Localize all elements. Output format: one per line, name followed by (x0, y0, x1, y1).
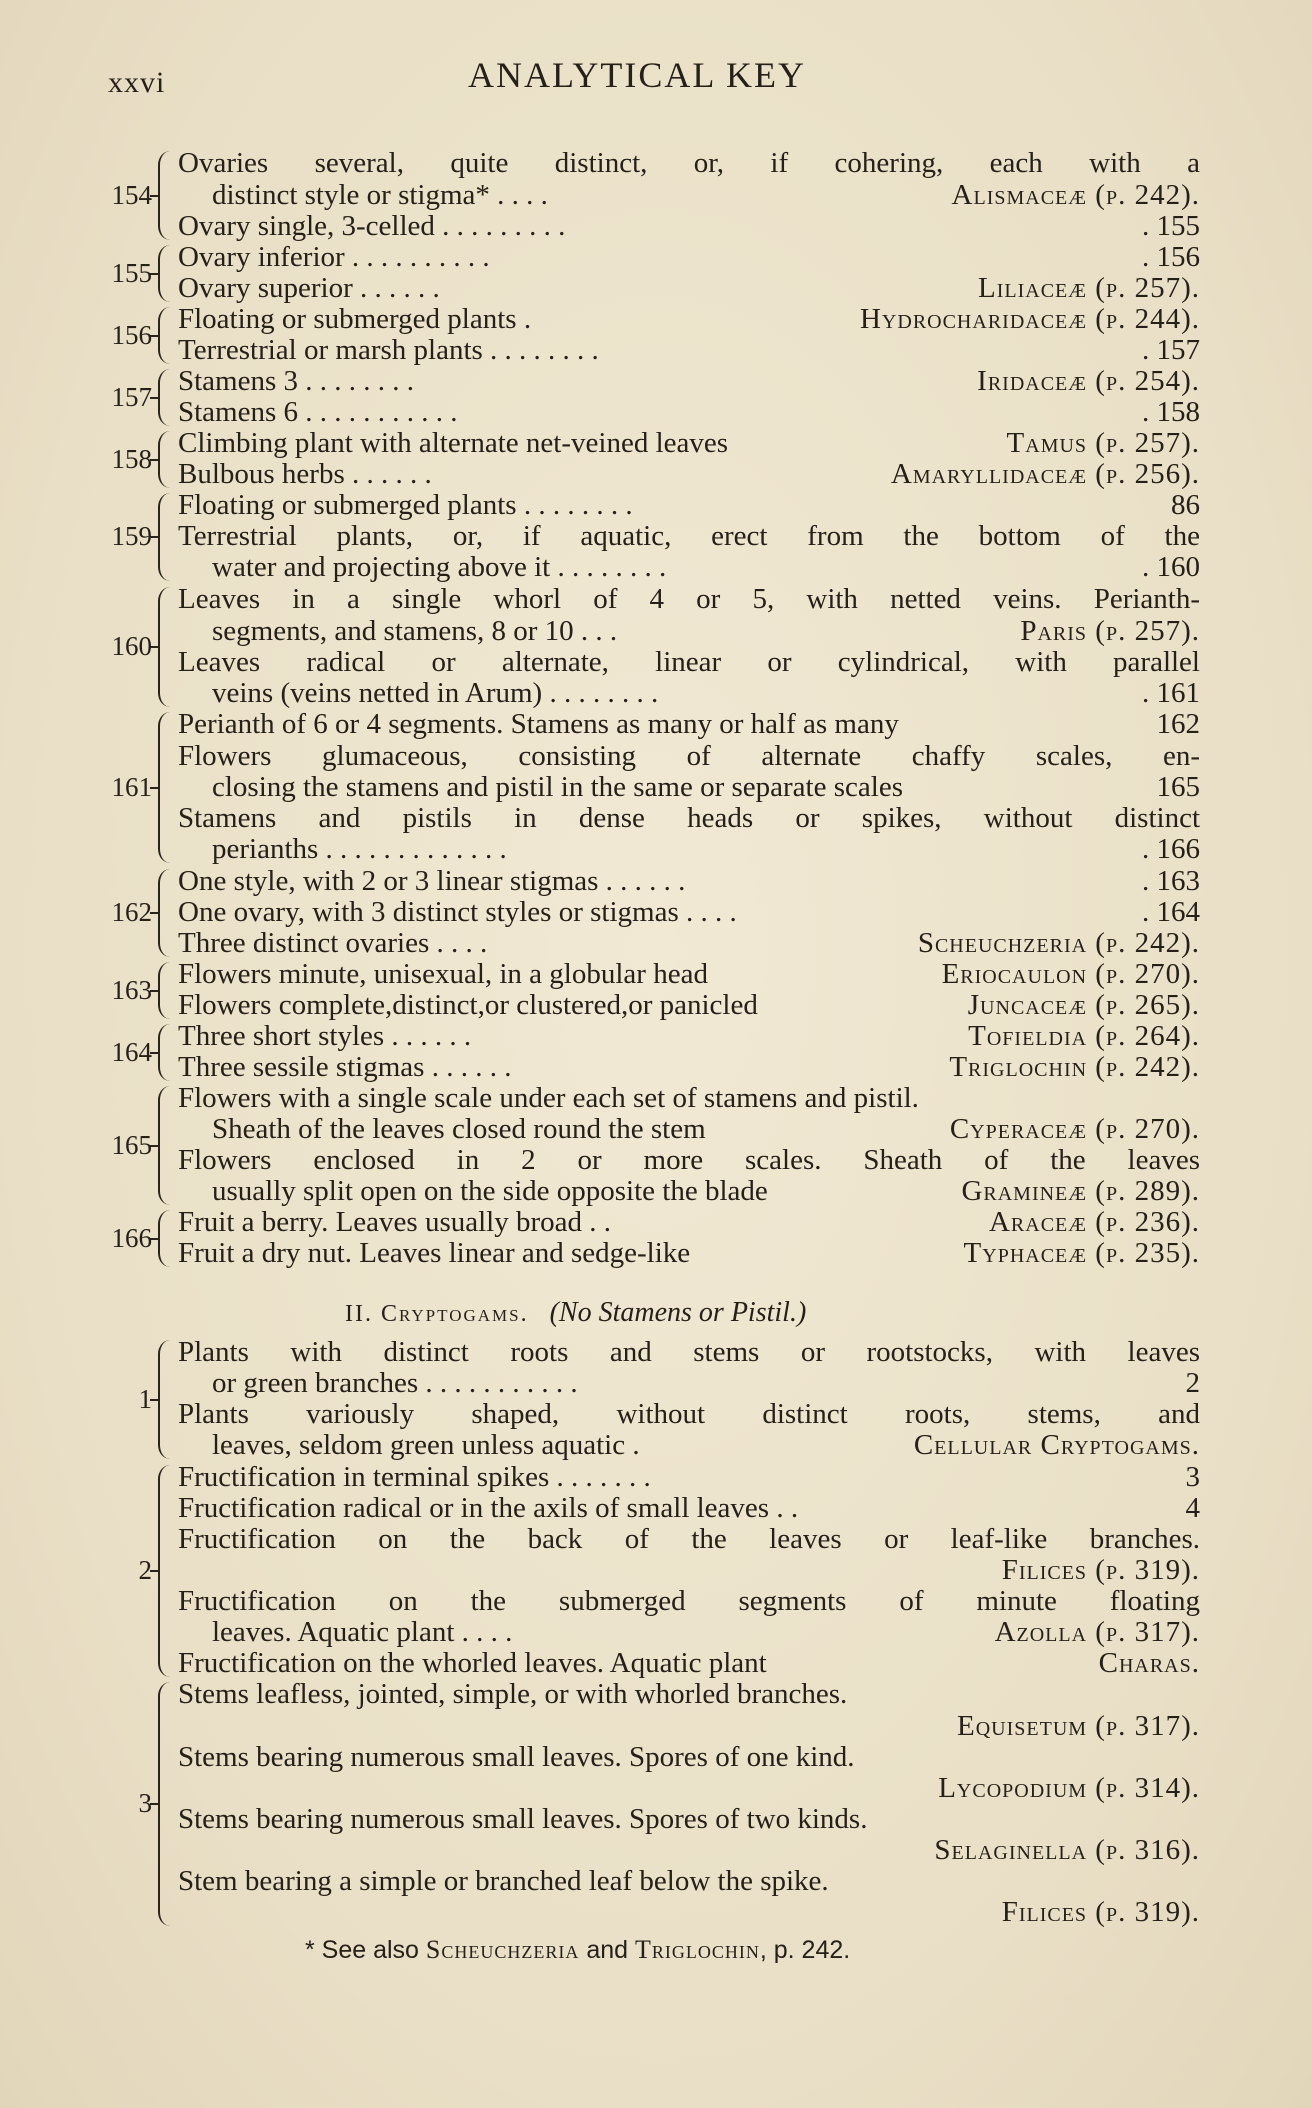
couplet-brace (158, 962, 170, 1019)
key-line-text: Fruit a berry. Leaves usually broad . . (178, 1206, 611, 1238)
couplet-brace (158, 151, 170, 240)
key-line (178, 428, 1200, 459)
couplet-brace (158, 431, 170, 488)
couplet-number: 154 (111, 179, 152, 210)
key-line-reference: Amaryllidaceæ (p. 256). (890, 458, 1200, 490)
key-line-reference: 162 (1156, 708, 1200, 740)
key-line (178, 335, 1200, 366)
key-line-text: One ovary, with 3 distinct styles or stigmas . . . . (178, 896, 737, 928)
footnote (305, 1935, 850, 1965)
key-line (178, 1399, 1200, 1430)
couplet-brace (158, 245, 170, 302)
key-line-reference: . 155 (1142, 210, 1200, 242)
key-line-text: One style, with 2 or 3 linear stigmas . . . . . . (178, 865, 686, 897)
footnote-suffix: , p. 242. (759, 1936, 851, 1964)
key-line (178, 741, 1200, 772)
couplet-number: 158 (111, 443, 152, 474)
key-line-text: Three sessile stigmas . . . . . . (178, 1051, 512, 1083)
key-line-text: Stamens and pistils in dense heads or spikes, without distinct (178, 803, 1200, 834)
key-line-text: or green branches . . . . . . . . . . . (212, 1367, 578, 1399)
key-line (178, 1835, 1200, 1866)
key-line-reference: 4 (1185, 1492, 1200, 1524)
key-line (178, 1773, 1200, 1804)
key-line (178, 1804, 1200, 1835)
key-line-text: Climbing plant with alternate net-veined leaves (178, 427, 729, 459)
couplet-brace (158, 307, 170, 364)
couplet-brace (158, 869, 170, 957)
key-line-reference: . 156 (1142, 241, 1200, 273)
key-line-text: Three short styles . . . . . . (178, 1020, 472, 1052)
key-line-reference: Filices (p. 319). (1001, 1554, 1200, 1586)
key-line-reference: Alismaceæ (p. 242). (951, 179, 1200, 211)
section-subtitle: (No Stamens or Pistil.) (549, 1297, 807, 1328)
key-line (178, 1711, 1200, 1742)
key-line-reference: Hydrocharidaceæ (p. 244). (859, 303, 1200, 335)
key-line-text: Ovary inferior . . . . . . . . . . (178, 241, 490, 273)
key-line-reference: Charas. (1098, 1647, 1200, 1679)
key-line (212, 552, 1200, 583)
couplet-number: 159 (111, 521, 152, 551)
key-line-reference: Scheuchzeria (p. 242). (917, 927, 1200, 959)
key-line-reference: . 164 (1142, 896, 1200, 928)
key-line-text: Fructification on the submerged segments of minute floating (178, 1586, 1200, 1617)
couplet-brace (158, 1340, 170, 1459)
key-line (212, 1430, 1200, 1461)
key-line (212, 1114, 1200, 1145)
key-line-text: Leaves in a single whorl of 4 or 5, with netted veins. Perianth- (178, 584, 1200, 615)
key-line-text: Stems bearing numerous small leaves. Spores of one kind. (178, 1741, 855, 1773)
key-line (178, 709, 1200, 740)
key-line-text: Flowers glumaceous, consisting of alternate chaffy scales, en- (178, 741, 1200, 772)
key-line (212, 772, 1200, 803)
key-line-reference: Juncaceæ (p. 265). (967, 989, 1200, 1021)
key-line (178, 928, 1200, 959)
key-line (212, 616, 1200, 647)
key-line-text: Stems leafless, jointed, simple, or with whorled branches. (178, 1678, 848, 1710)
key-line (178, 521, 1200, 552)
key-line-reference: . 158 (1142, 396, 1200, 428)
key-line (178, 990, 1200, 1021)
key-line (178, 959, 1200, 990)
running-head: ANALYTICAL KEY (468, 55, 807, 95)
couplet-number: 161 (111, 771, 152, 802)
key-line (212, 180, 1200, 211)
key-line-text: Stem bearing a simple or branched leaf below the spike. (178, 1865, 829, 1897)
key-line-reference: Paris (p. 257). (1020, 615, 1200, 647)
key-line (178, 1462, 1200, 1493)
key-line-reference: Iridaceæ (p. 254). (977, 365, 1200, 397)
couplet-brace (158, 1086, 170, 1205)
key-line-text: Terrestrial or marsh plants . . . . . . . . (178, 334, 599, 366)
key-line (178, 803, 1200, 834)
couplet-number: 163 (111, 974, 152, 1005)
footnote-prefix: * See also (305, 1936, 419, 1964)
key-line-text: Ovary superior . . . . . . (178, 272, 440, 304)
key-line-text: Bulbous herbs . . . . . . (178, 458, 432, 490)
key-line-reference: . 160 (1142, 551, 1200, 583)
key-line (178, 1524, 1200, 1555)
couplet-number: 166 (111, 1222, 152, 1253)
key-line-text: leaves. Aquatic plant . . . . (212, 1616, 513, 1648)
footnote-middle: and (586, 1936, 629, 1964)
couplet-brace (158, 493, 170, 581)
footnote-name-1: Scheuchzeria (425, 1935, 580, 1964)
key-line (212, 678, 1200, 709)
key-line (178, 459, 1200, 490)
key-line (178, 273, 1200, 304)
key-line-text: Flowers minute, unisexual, in a globular head (178, 958, 708, 990)
key-line (178, 1493, 1200, 1524)
couplet-number: 157 (111, 381, 152, 412)
key-line-text: Stamens 3 . . . . . . . . (178, 365, 415, 397)
key-line (178, 897, 1200, 928)
key-line-reference: Equisetum (p. 317). (957, 1710, 1200, 1742)
footnote-name-2: Triglochin (635, 1935, 760, 1964)
couplet-brace (158, 587, 170, 707)
key-line-text: Three distinct ovaries . . . . (178, 927, 488, 959)
key-line-reference: Liliaceæ (p. 257). (978, 272, 1200, 304)
key-line-text: Fruit a dry nut. Leaves linear and sedge-like (178, 1237, 691, 1269)
key-line-reference: Filices (p. 319). (1001, 1896, 1200, 1928)
key-line-reference: 86 (1171, 489, 1200, 521)
key-line (178, 1742, 1200, 1773)
section-heading (345, 1297, 806, 1329)
key-line-text: Stamens 6 . . . . . . . . . . . (178, 396, 458, 428)
key-line-reference: Triglochin (p. 242). (949, 1051, 1200, 1083)
key-line-text: Flowers enclosed in 2 or more scales. Sheath of the leaves (178, 1145, 1200, 1176)
key-line (178, 1866, 1200, 1897)
couplet-number: 3 (138, 1788, 152, 1818)
key-line-reference: Gramineæ (p. 289). (961, 1175, 1200, 1207)
section-label: II. Cryptogams. (345, 1301, 529, 1327)
key-line-reference: Cyperaceæ (p. 270). (949, 1113, 1200, 1145)
key-line-text: water and projecting above it . . . . . . . . (212, 551, 667, 583)
key-line-text: Leaves radical or alternate, linear or cylindrical, with parallel (178, 647, 1200, 678)
key-line (178, 397, 1200, 428)
key-line-text: Sheath of the leaves closed round the stem (212, 1113, 706, 1145)
couplet-brace (158, 369, 170, 426)
key-line (212, 834, 1200, 865)
key-line (212, 1368, 1200, 1399)
couplet-brace (158, 1682, 170, 1926)
key-line (212, 1617, 1200, 1648)
key-line (178, 242, 1200, 273)
key-line (178, 1679, 1200, 1710)
key-line (178, 148, 1200, 179)
key-line-text: Flowers with a single scale under each set of stamens and pistil. (178, 1082, 919, 1114)
key-line-text: Fructification in terminal spikes . . . . . . . (178, 1461, 651, 1493)
key-line (212, 1176, 1200, 1207)
key-line-text: Stems bearing numerous small leaves. Spores of two kinds. (178, 1803, 868, 1835)
key-line (178, 1648, 1200, 1679)
key-line (178, 1021, 1200, 1052)
key-line-reference: . 163 (1142, 865, 1200, 897)
key-line (178, 584, 1200, 615)
key-line (178, 304, 1200, 335)
key-line-text: Terrestrial plants, or, if aquatic, erect from the bottom of the (178, 521, 1200, 552)
key-line-reference: . 166 (1142, 833, 1200, 865)
couplet-brace (158, 1024, 170, 1081)
key-line-reference: . 157 (1142, 334, 1200, 366)
couplet-brace (158, 1210, 170, 1267)
key-line-reference: Typhaceæ (p. 235). (963, 1237, 1200, 1269)
key-line-reference: 2 (1185, 1367, 1200, 1399)
key-line-reference: 3 (1185, 1461, 1200, 1493)
couplet-number: 155 (111, 257, 152, 288)
key-line-reference: Araceæ (p. 236). (988, 1206, 1200, 1238)
key-line-text: Plants variously shaped, without distinct roots, stems, and (178, 1399, 1200, 1430)
key-line (178, 1052, 1200, 1083)
key-line-text: Fructification on the whorled leaves. Aquatic plant (178, 1647, 767, 1679)
key-line-text: Flowers complete,distinct,or clustered,or panicled (178, 989, 758, 1021)
key-line (178, 1337, 1200, 1368)
key-line-text: Floating or submerged plants . . . . . . . . (178, 489, 633, 521)
page-number: xxvi (108, 66, 166, 99)
key-line-reference: Tofieldia (p. 264). (968, 1020, 1200, 1052)
key-line (178, 211, 1200, 242)
key-line-text: Fructification on the back of the leaves or leaf-like branches. (178, 1524, 1200, 1555)
key-line (178, 1145, 1200, 1176)
key-line-text: leaves, seldom green unless aquatic . (212, 1429, 640, 1461)
key-line (178, 1238, 1200, 1269)
key-line (178, 1207, 1200, 1238)
key-line-text: Ovaries several, quite distinct, or, if cohering, each with a (178, 148, 1200, 179)
key-line-text: perianths . . . . . . . . . . . . . (212, 833, 507, 865)
key-line-text: Plants with distinct roots and stems or rootstocks, with leaves (178, 1337, 1200, 1368)
couplet-number: 160 (111, 631, 152, 661)
key-line-text: closing the stamens and pistil in the same or separate scales (212, 771, 903, 803)
key-line-text: Fructification radical or in the axils of small leaves . . (178, 1492, 799, 1524)
couplet-number: 1 (138, 1383, 152, 1414)
couplet-number: 156 (111, 319, 152, 350)
key-line-reference: Tamus (p. 257). (1006, 427, 1200, 459)
key-line-text: usually split open on the side opposite the blade (212, 1175, 768, 1207)
key-line (178, 490, 1200, 521)
key-line-reference: . 161 (1142, 677, 1200, 709)
key-line-text: Floating or submerged plants . (178, 303, 532, 335)
key-line-text: veins (veins netted in Arum) . . . . . . . . (212, 677, 659, 709)
couplet-number: 2 (138, 1555, 152, 1585)
key-line-text: Perianth of 6 or 4 segments. Stamens as many or half as many (178, 708, 899, 740)
key-line-reference: Lycopodium (p. 314). (938, 1772, 1200, 1804)
key-line-text: segments, and stamens, 8 or 10 . . . (212, 615, 618, 647)
couplet-number: 164 (111, 1036, 152, 1067)
key-line (178, 1897, 1200, 1928)
key-line-reference: Selaginella (p. 316). (934, 1834, 1200, 1866)
key-line-text: distinct style or stigma* . . . . (212, 179, 548, 211)
couplet-number: 162 (111, 897, 152, 927)
key-line-reference: Azolla (p. 317). (994, 1616, 1200, 1648)
key-line-reference: Eriocaulon (p. 270). (941, 958, 1200, 990)
key-line (178, 1586, 1200, 1617)
key-line (178, 1083, 1200, 1114)
key-line-reference: Cellular Cryptogams. (913, 1429, 1200, 1461)
key-line (178, 366, 1200, 397)
couplet-number: 165 (111, 1129, 152, 1160)
key-line-text: Ovary single, 3-celled . . . . . . . . . (178, 210, 566, 242)
couplet-brace (158, 712, 170, 863)
key-line (178, 1555, 1200, 1586)
couplet-brace (158, 1465, 170, 1677)
key-line (178, 866, 1200, 897)
key-line (178, 647, 1200, 678)
key-line-reference: 165 (1156, 771, 1200, 803)
